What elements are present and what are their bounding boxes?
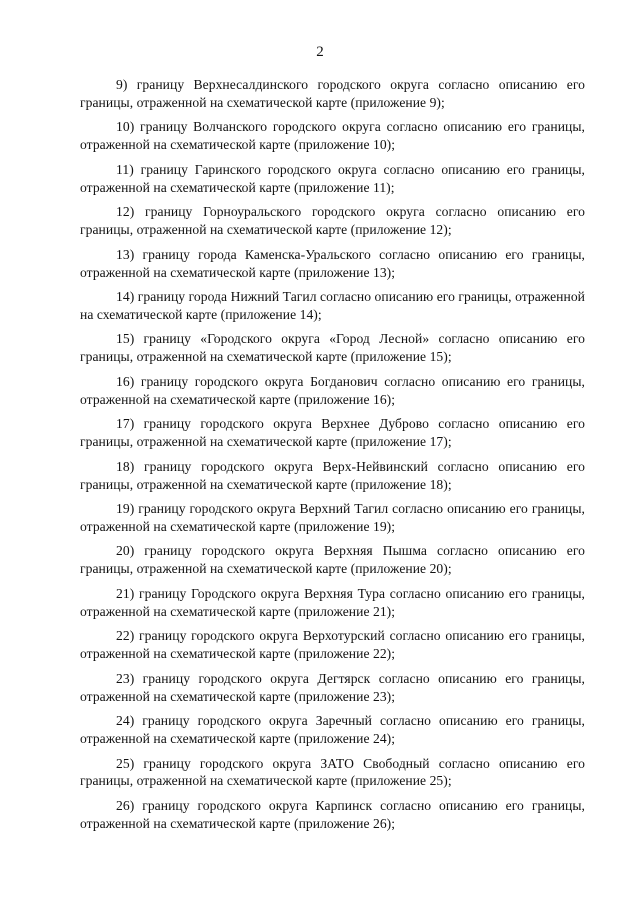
list-item: 26) границу городского округа Карпинск согласно описанию его границы, отраженной на схематической карте (приложение 26); [80, 797, 585, 831]
list-item: 10) границу Волчанского городского округа согласно описанию его границы, отраженной на схематической карте (приложение 10); [80, 119, 585, 153]
list-item: 21) границу Городского округа Верхняя Тура согласно описанию его границы, отраженной на схематической карте (приложение 21); [80, 585, 585, 619]
list-item: 20) границу городского округа Верхняя Пышма согласно описанию его границы, отраженной на схематической карте (приложение 20); [80, 543, 585, 577]
document-body [80, 76, 585, 839]
list-item: 13) границу города Каменска-Уральского согласно описанию его границы, отраженной на схематической карте (приложение 13); [80, 246, 585, 280]
list-item: 9) границу Верхнесалдинского городского округа согласно описанию его границы, отраженной на схематической карте (приложение 9); [80, 77, 585, 110]
list-item: 25) границу городского округа ЗАТО Свободный согласно описанию его границы, отраженной на схематической карте (приложение 25); [80, 755, 585, 789]
list-item: 19) границу городского округа Верхний Тагил согласно описанию его границы, отраженной на схематической карте (приложение 19); [80, 501, 585, 534]
list-item: 12) границу Горноуральского городского округа согласно описанию его границы, отраженной на схематической карте (приложение 12); [80, 204, 585, 238]
list-item: 18) границу городского округа Верх-Нейвинский согласно описанию его границы, отраженной на схематической карте (приложение 18); [80, 458, 585, 492]
list-item: 16) границу городского округа Богданович согласно описанию его границы, отраженной на схематической карте (приложение 16); [80, 373, 585, 407]
list-item: 23) границу городского округа Дегтярск согласно описанию его границы, отраженной на схематической карте (приложение 23); [80, 670, 585, 704]
page-number: 2 [316, 44, 324, 60]
list-item: 22) границу городского округа Верхотурский согласно описанию его границы, отраженной на схематической карте (приложение 22); [80, 628, 585, 662]
list-item: 14) границу города Нижний Тагил согласно описанию его границы, отраженной на схематической карте (приложение 14); [80, 289, 585, 322]
list-item: 24) границу городского округа Заречный согласно описанию его границы, отраженной на схематической карте (приложение 24); [80, 713, 585, 746]
list-item: 15) границу «Городского округа «Город Лесной» согласно описанию его границы, отраженной на схематической карте (приложение 15); [80, 331, 585, 365]
list-item: 17) границу городского округа Верхнее Дуброво согласно описанию его границы, отраженной на схематической карте (приложение 17); [80, 416, 585, 450]
list-item: 11) границу Гаринского городского округа согласно описанию его границы, отраженной на схематической карте (приложение 11); [80, 161, 585, 195]
